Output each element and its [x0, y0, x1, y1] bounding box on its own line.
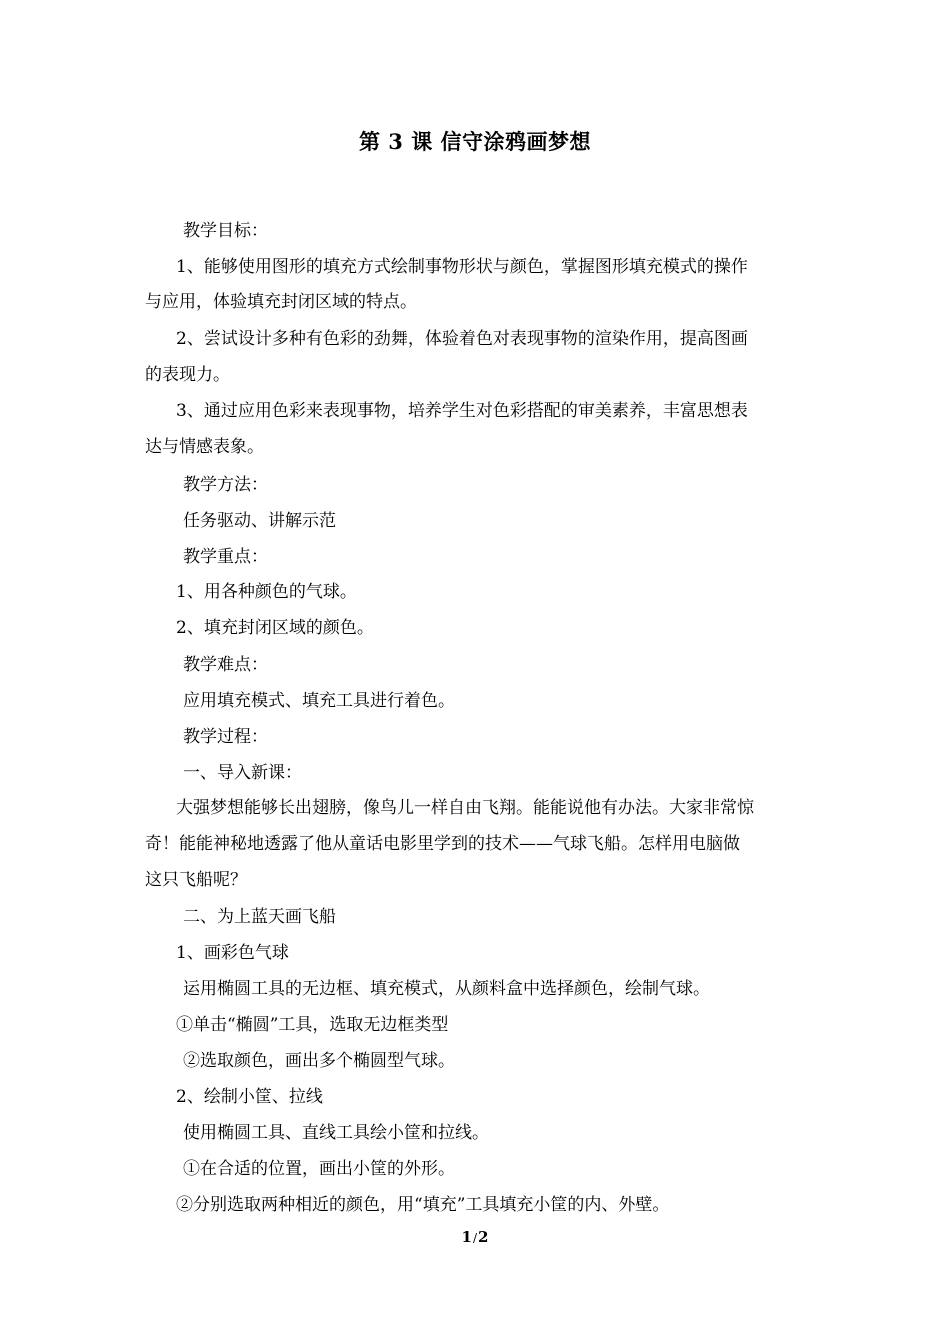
process-step-2-heading: 二、为上蓝天画飞船 — [183, 907, 336, 927]
goal-1-line-1: 1、能够使用图形的填充方式绘制事物形状与颜色，掌握图形填充模式的操作 — [176, 257, 748, 277]
page-title: 第 3 课 信守涂鸦画梦想 — [358, 129, 592, 154]
page-number — [0, 1228, 950, 1246]
section-heading-key-points: 教学重点： — [183, 547, 268, 567]
section-heading-process: 教学过程： — [183, 727, 268, 747]
section-heading-method: 教学方法： — [183, 475, 268, 495]
section-heading-goals: 教学目标： — [183, 221, 268, 241]
intro-paragraph-line-2: 奇！能能神秘地透露了他从童话电影里学到的技术——气球飞船。怎样用电脑做 — [145, 834, 740, 854]
page-number-total: 2 — [478, 1228, 489, 1246]
method-text: 任务驱动、讲解示范 — [183, 511, 336, 531]
key-point-1: 1、用各种颜色的气球。 — [176, 582, 357, 602]
section-heading-difficulties: 教学难点： — [183, 655, 268, 675]
intro-paragraph-line-1: 大强梦想能够长出翅膀，像鸟儿一样自由飞翔。能能说他有办法。大家非常惊 — [176, 798, 754, 818]
goal-3-line-2: 达与情感表象。 — [145, 437, 264, 457]
substep-2-description: 使用椭圆工具、直线工具绘小筐和拉线。 — [183, 1123, 489, 1143]
substep-1-item-2: ②选取颜色，画出多个椭圆型气球。 — [183, 1051, 455, 1071]
goal-3-line-1: 3、通过应用色彩来表现事物，培养学生对色彩搭配的审美素养，丰富思想表 — [176, 401, 748, 421]
substep-1-heading: 1、画彩色气球 — [176, 943, 289, 963]
substep-1-description: 运用椭圆工具的无边框、填充模式，从颜料盒中选择颜色，绘制气球。 — [183, 979, 710, 999]
substep-2-heading: 2、绘制小筐、拉线 — [176, 1087, 323, 1107]
page-number-separator: / — [472, 1231, 478, 1245]
page-number-current: 1 — [461, 1228, 472, 1246]
key-point-2: 2、填充封闭区域的颜色。 — [176, 618, 374, 638]
difficulty-text: 应用填充模式、填充工具进行着色。 — [183, 691, 455, 711]
goal-1-line-2: 与应用，体验填充封闭区域的特点。 — [145, 292, 417, 312]
substep-2-item-2: ②分别选取两种相近的颜色，用“填充”工具填充小筐的内、外壁。 — [176, 1195, 670, 1215]
substep-2-item-1: ①在合适的位置，画出小筐的外形。 — [183, 1159, 455, 1179]
intro-paragraph-line-3: 这只飞船呢？ — [145, 870, 247, 890]
goal-2-line-2: 的表现力。 — [145, 365, 230, 385]
substep-1-item-1: ①单击“椭圆”工具，选取无边框类型 — [176, 1015, 449, 1035]
goal-2-line-1: 2、尝试设计多种有色彩的劲舞，体验着色对表现事物的渲染作用，提高图画 — [176, 329, 748, 349]
process-step-1-heading: 一、导入新课： — [183, 763, 302, 783]
